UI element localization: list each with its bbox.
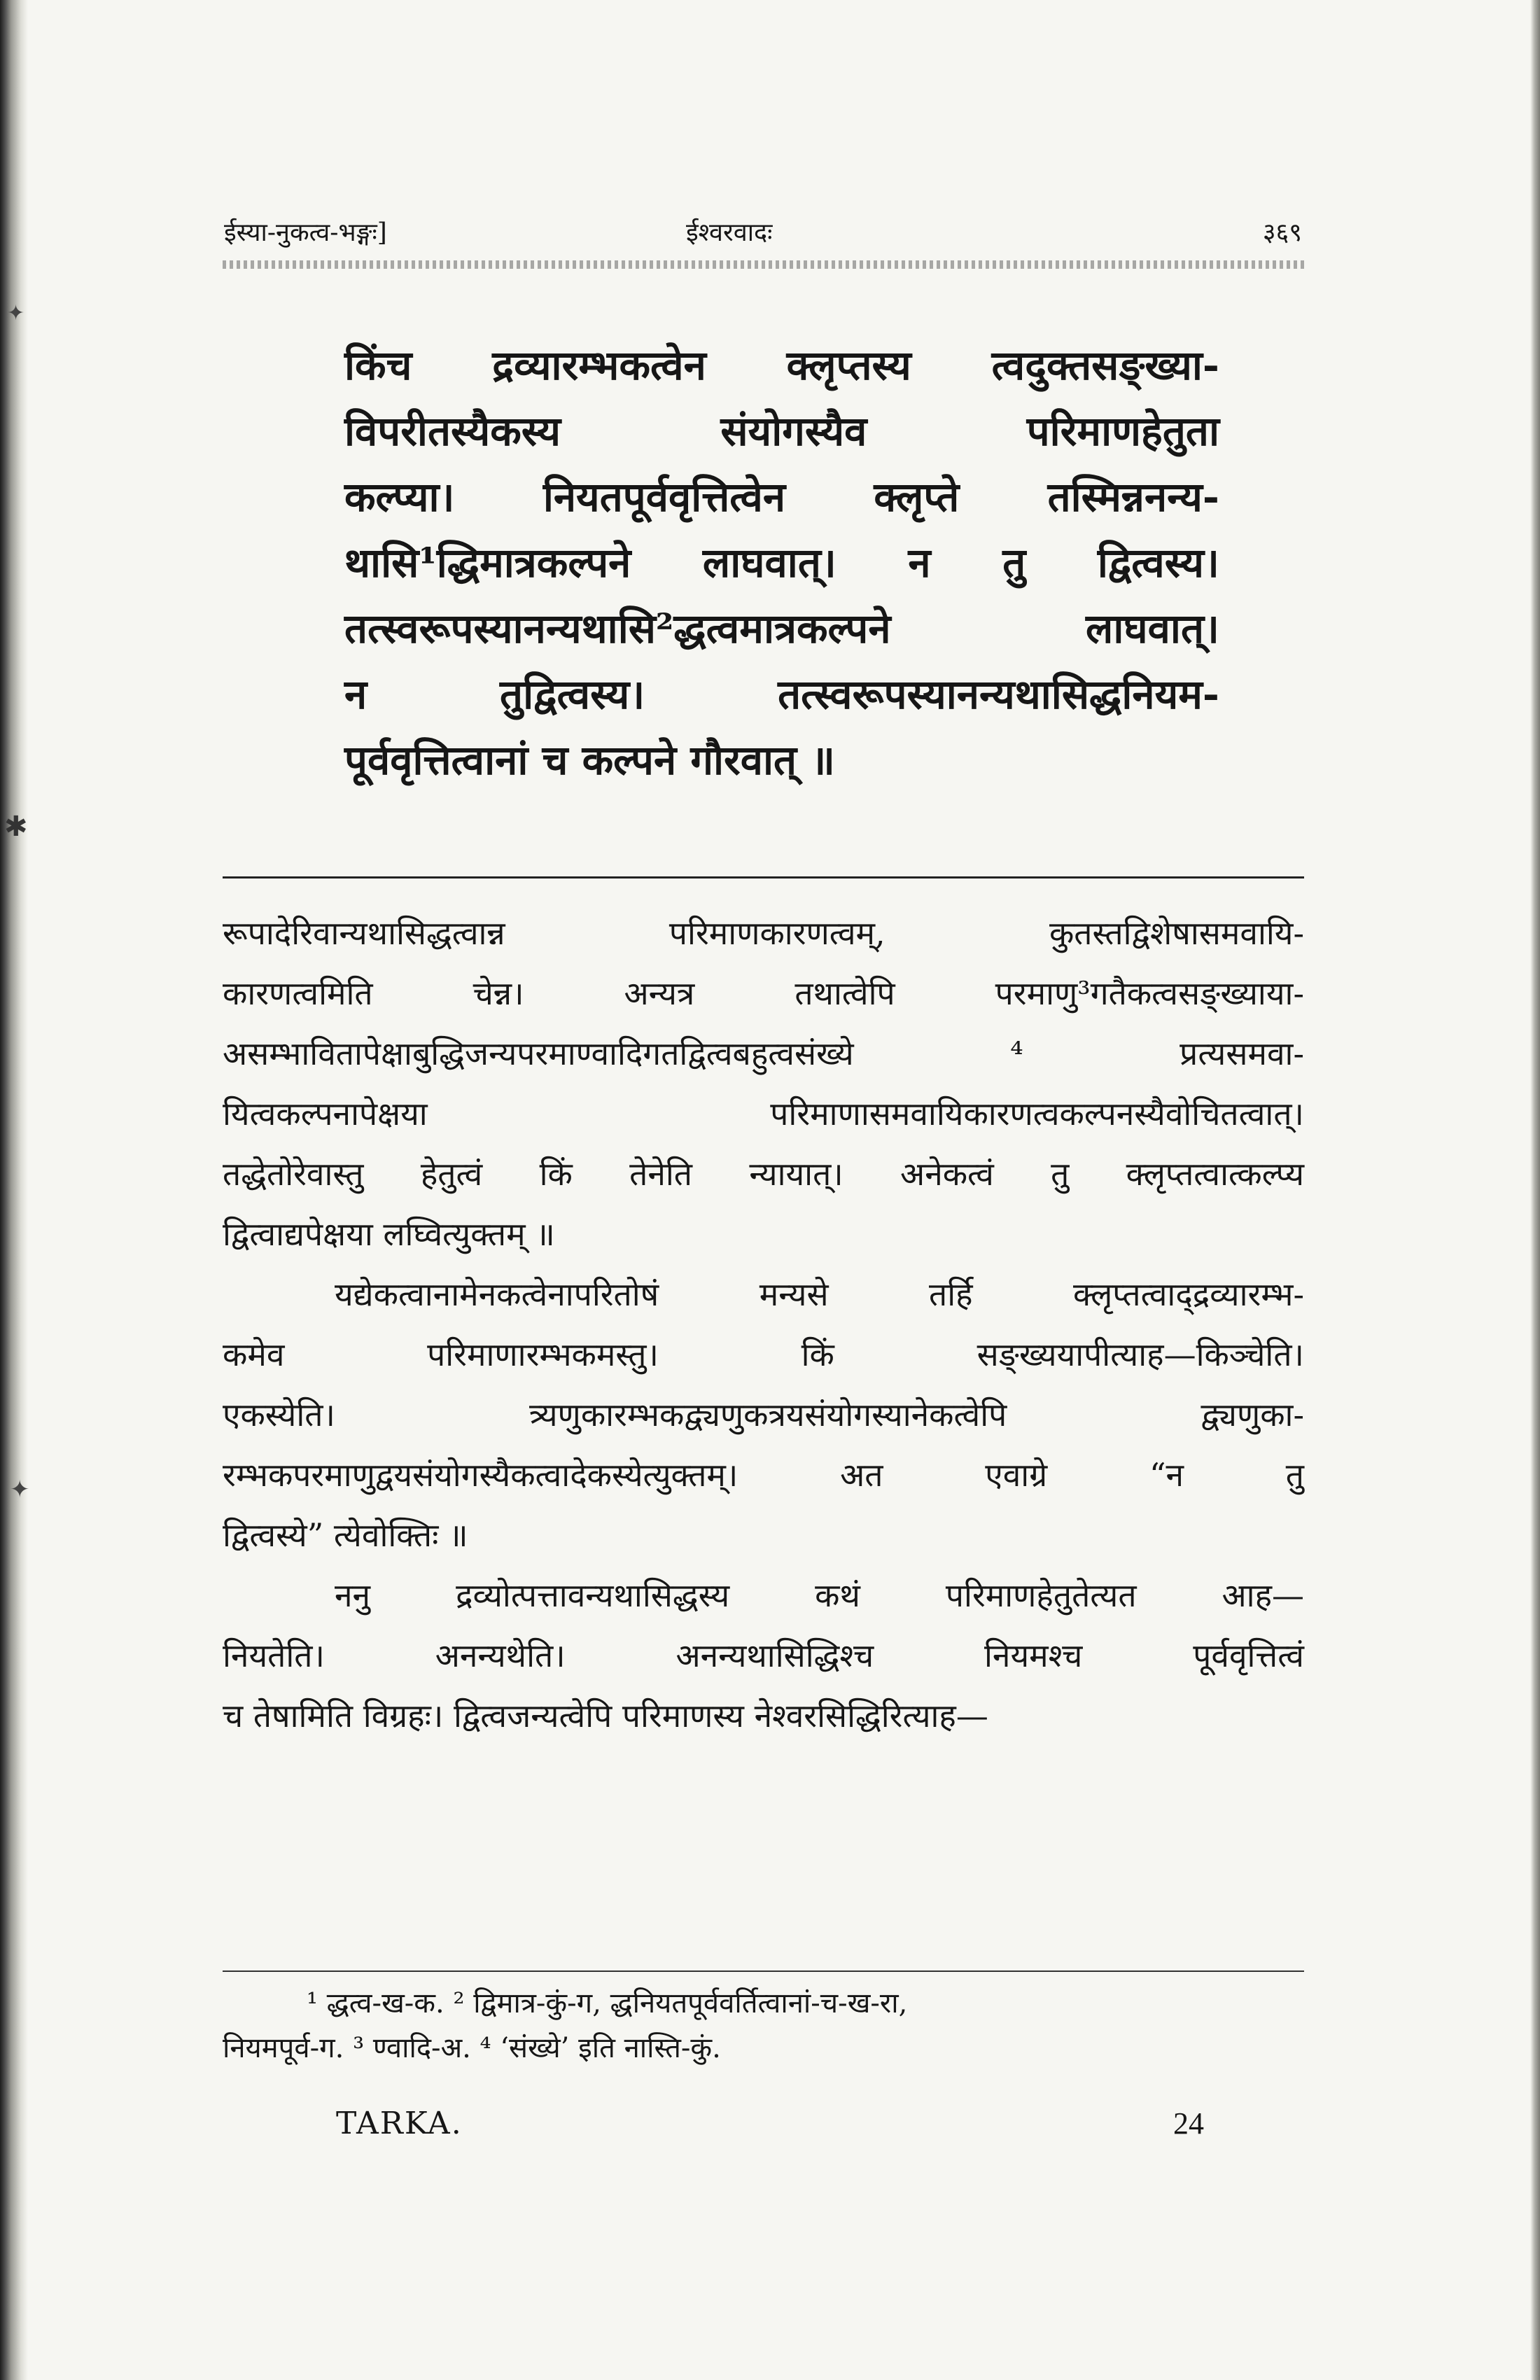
commentary-line: यद्येकत्वानामेनकत्वेनापरितोषं मन्यसे तर्हि क्लृप्तत्वाद्द्रव्यारम्भ-: [335, 1275, 1304, 1313]
verse-line: किंच द्रव्यारम्भकत्वेन क्लृप्तस्य त्वदुक्तसङ्ख्या-: [344, 342, 1219, 389]
commentary-line: एकस्येति। त्र्यणुकारम्भकद्व्यणुकत्रयसंयोगस्यानेकत्वेपि द्व्यणुका-: [223, 1396, 1304, 1434]
commentary-line: कारणत्वमिति चेन्न। अन्यत्र तथात्वेपि परमाणु³गतैकत्वसङ्ख्याया-: [223, 974, 1304, 1012]
page-footer: [336, 2106, 1204, 2148]
commentary-line: तद्धेतोरेवास्तु हेतुत्वं किं तेनेति न्यायात्। अनेकत्वं तु क्लृप्तत्वात्कल्प्य: [223, 1155, 1304, 1193]
header-section-title: ईस्या-नुकत्व-भङ्गः]: [224, 218, 387, 247]
commentary-line: यित्वकल्पनापेक्षया परिमाणासमवायिकारणत्वकल्पनस्यैवोचितत्वात्।: [223, 1095, 1304, 1133]
commentary-line: द्वित्वस्ये” त्येवोक्तिः ॥: [223, 1516, 468, 1554]
verse-line: थासि¹द्धिमात्रकल्पने लाघवात्। न तु द्वित्वस्य।: [344, 539, 1219, 587]
page-number: ३६९: [1262, 218, 1302, 247]
main-text: [344, 332, 1219, 793]
footnotes: [223, 1981, 1304, 2071]
running-header: [224, 214, 1302, 256]
signature-mark: TARKA.: [336, 2106, 463, 2141]
footnote-line: ¹ द्धत्व-ख-क. ² द्विमात्र-कुं-ग, द्धनियतपूर्ववर्तित्वानां-च-ख-रा,: [307, 1987, 908, 2019]
commentary-line: ननु द्रव्योत्पत्तावन्यथासिद्धस्य कथं परिमाणहेतुतेत्यत आह—: [335, 1576, 1304, 1614]
footnote-divider: [223, 1970, 1304, 1972]
commentary-line: नियतेति। अनन्यथेति। अनन्यथासिद्धिश्च नियमश्च पूर्ववृत्तित्वं: [223, 1637, 1304, 1674]
binding-mark: ✦: [7, 301, 25, 326]
verse-line: कल्प्या। नियतपूर्ववृत्तित्वेन क्लृप्ते तस्मिन्ननन्य-: [344, 473, 1219, 521]
page-edge: [1530, 0, 1540, 2380]
commentary: [223, 903, 1304, 1746]
header-rule: [223, 260, 1304, 269]
commentary-line: द्वित्वाद्यपेक्षया लघ्वित्युक्तम् ॥: [223, 1215, 555, 1253]
commentary-line: रूपादेरिवान्यथासिद्धत्वान्न परिमाणकारणत्वम्, कुतस्तद्विशेषासमवायि-: [223, 914, 1304, 952]
verse-line: विपरीतस्यैकस्य संयोगस्यैव परिमाणहेतुता: [344, 407, 1219, 455]
text-divider: [223, 876, 1304, 878]
verse-line: पूर्ववृत्तित्वानां च कल्पने गौरवात् ॥: [344, 736, 836, 784]
binding-mark: ✦: [10, 1476, 30, 1504]
commentary-line: रम्भकपरमाणुद्वयसंयोगस्यैकत्वादेकस्येत्युक्तम्। अत एवाग्रे “न तु: [223, 1456, 1304, 1494]
commentary-line: च तेषामिति विग्रहः। द्वित्वजन्यत्वेपि परिमाणस्य नेश्वरसिद्धिरित्याह—: [223, 1697, 988, 1735]
footnote-line: नियमपूर्व-ग. ³ ण्वादि-अ. ⁴ ‘संख्ये’ इति नास्ति-कुं.: [223, 2032, 721, 2064]
commentary-line: कमेव परिमाणारम्भकमस्तु। किं सङ्ख्ययापीत्याह—किञ्चेति।: [223, 1336, 1304, 1373]
header-chapter-title: ईश्वरवादः: [686, 218, 773, 247]
verse-line: तत्स्वरूपस्यानन्यथासि²द्धत्वमात्रकल्पने लाघवात्।: [344, 605, 1219, 652]
verse-line: न तुद्वित्वस्य। तत्स्वरूपस्यानन्यथासिद्धनियम-: [344, 671, 1219, 718]
binding-mark: ✱: [4, 811, 28, 843]
commentary-line: असम्भावितापेक्षाबुद्धिजन्यपरमाण्वादिगतद्वित्वबहुत्वसंख्ये ⁴ प्रत्यसमवा-: [223, 1035, 1304, 1072]
signature-number: 24: [1173, 2106, 1204, 2141]
binding-edge: [0, 0, 28, 2380]
